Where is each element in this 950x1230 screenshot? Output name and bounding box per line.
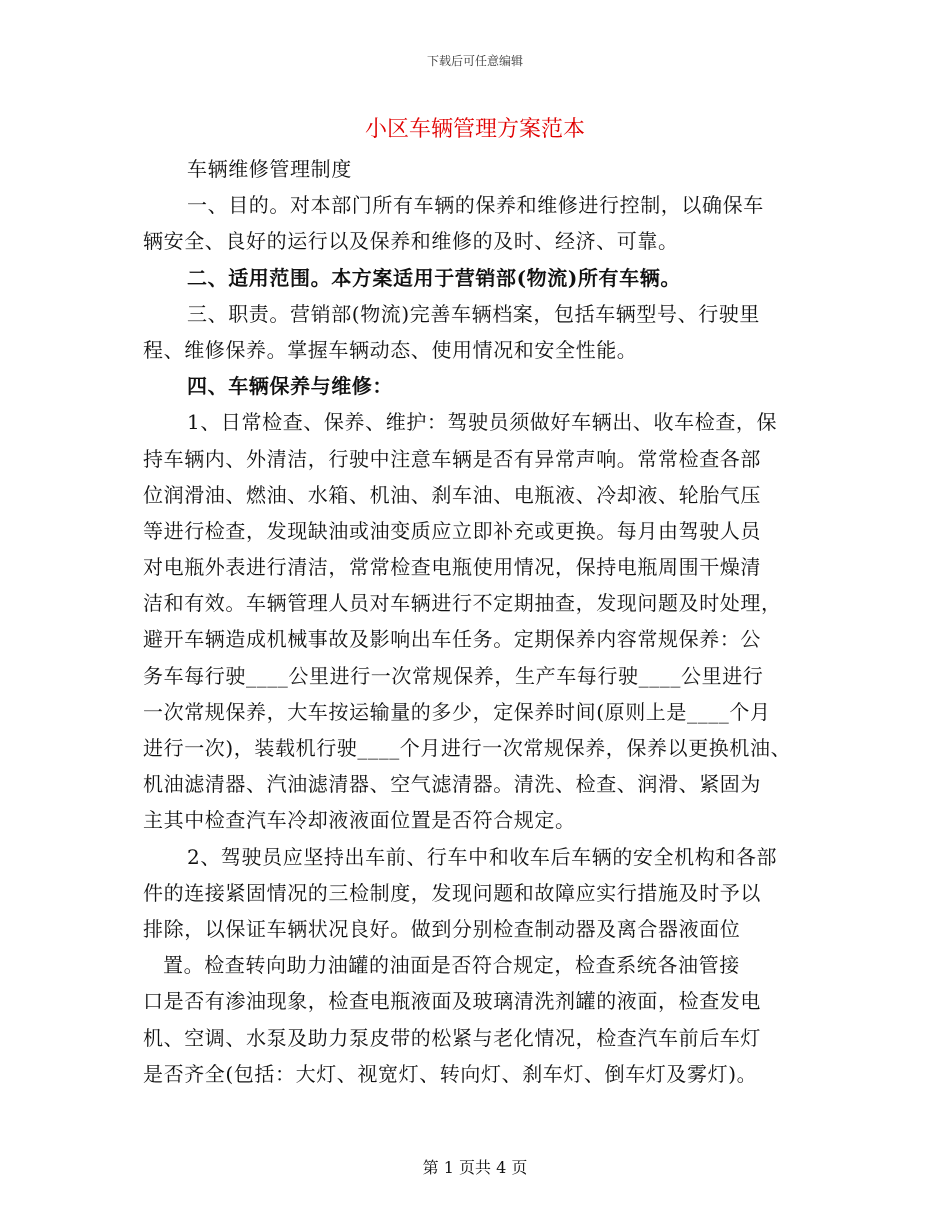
text-line: 位润滑油、燃油、水箱、机油、刹车油、电瓶液、冷却液、轮胎气压 (143, 482, 761, 507)
text-line: 主其中检查汽车冷却液液面位置是否符合规定。 (143, 808, 576, 833)
text-line: 持车辆内、外清洁，行驶中注意车辆是否有异常声响。常常检查各部 (143, 446, 761, 471)
text-line: 三、职责。营销部(物流)完善车辆档案，包括车辆型号、行驶里 (187, 301, 761, 326)
text-line: 1、日常检查、保养、维护：驾驶员须做好车辆出、收车检查，保 (187, 410, 778, 435)
text-line: 件的连接紧固情况的三检制度，发现问题和故障应实行措施及时予以 (143, 880, 761, 905)
text-line: 2、驾驶员应坚持出车前、行车中和收车后车辆的安全机构和各部 (187, 844, 778, 869)
text-line: 排除，以保证车辆状况良好。做到分别检查制动器及离合器液面位 (143, 916, 741, 941)
page-header: 下载后可任意编辑 (426, 54, 523, 68)
page-footer: 第 1 页共 4 页 (422, 1158, 528, 1177)
text-line: 洁和有效。车辆管理人员对车辆进行不定期抽查，发现问题及时处理， (143, 591, 782, 616)
document-title: 小区车辆管理方案范本 (364, 117, 585, 142)
text-line: 程、维修保养。掌握车辆动态、使用情况和安全性能。 (143, 337, 638, 362)
text-line: 是否齐全(包括：大灯、视宽灯、转向灯、刹车灯、倒车灯及雾灯)。 (143, 1061, 758, 1086)
text-line: 置。检查转向助力油罐的油面是否符合规定，检查系统各油管接 (163, 953, 740, 978)
document-body (143, 151, 823, 1092)
text-line: 一、目的。对本部门所有车辆的保养和维修进行控制，以确保车 (187, 193, 764, 218)
text-line: 二、适用范围。本方案适用于营销部(物流)所有车辆。 (187, 265, 681, 290)
text-line: 辆安全、良好的运行以及保养和维修的及时、经济、可靠。 (143, 229, 679, 254)
text-line: 等进行检查，发现缺油或油变质应立即补充或更换。每月由驾驶人员 (143, 518, 761, 543)
text-line: 务车每行驶____公里进行一次常规保养，生产车每行驶____公里进行 (143, 663, 764, 688)
text-line: 口是否有渗油现象，检查电瓶液面及玻璃清洗剂罐的液面，检查发电 (143, 989, 761, 1014)
text-line: 机、空调、水泵及助力泵皮带的松紧与老化情况，检查汽车前后车灯 (143, 1025, 761, 1050)
text-line: 进行一次)，装载机行驶____个月进行一次常规保养，保养以更换机油、 (143, 736, 792, 760)
text-line: 对电瓶外表进行清洁，常常检查电瓶使用情况，保持电瓶周围干燥清 (143, 555, 761, 580)
text-line: 车辆维修管理制度 (187, 157, 352, 181)
text-line: 一次常规保养，大车按运输量的多少，定保养时间(原则上是____个月 (143, 699, 771, 724)
text-line: 机油滤清器、汽油滤清器、空气滤清器。清洗、检查、润滑、紧固为 (143, 772, 761, 797)
text-line: 避开车辆造成机械事故及影响出车任务。定期保养内容常规保养：公 (143, 627, 761, 652)
text-line: 四、车辆保养与维修： (187, 374, 393, 399)
